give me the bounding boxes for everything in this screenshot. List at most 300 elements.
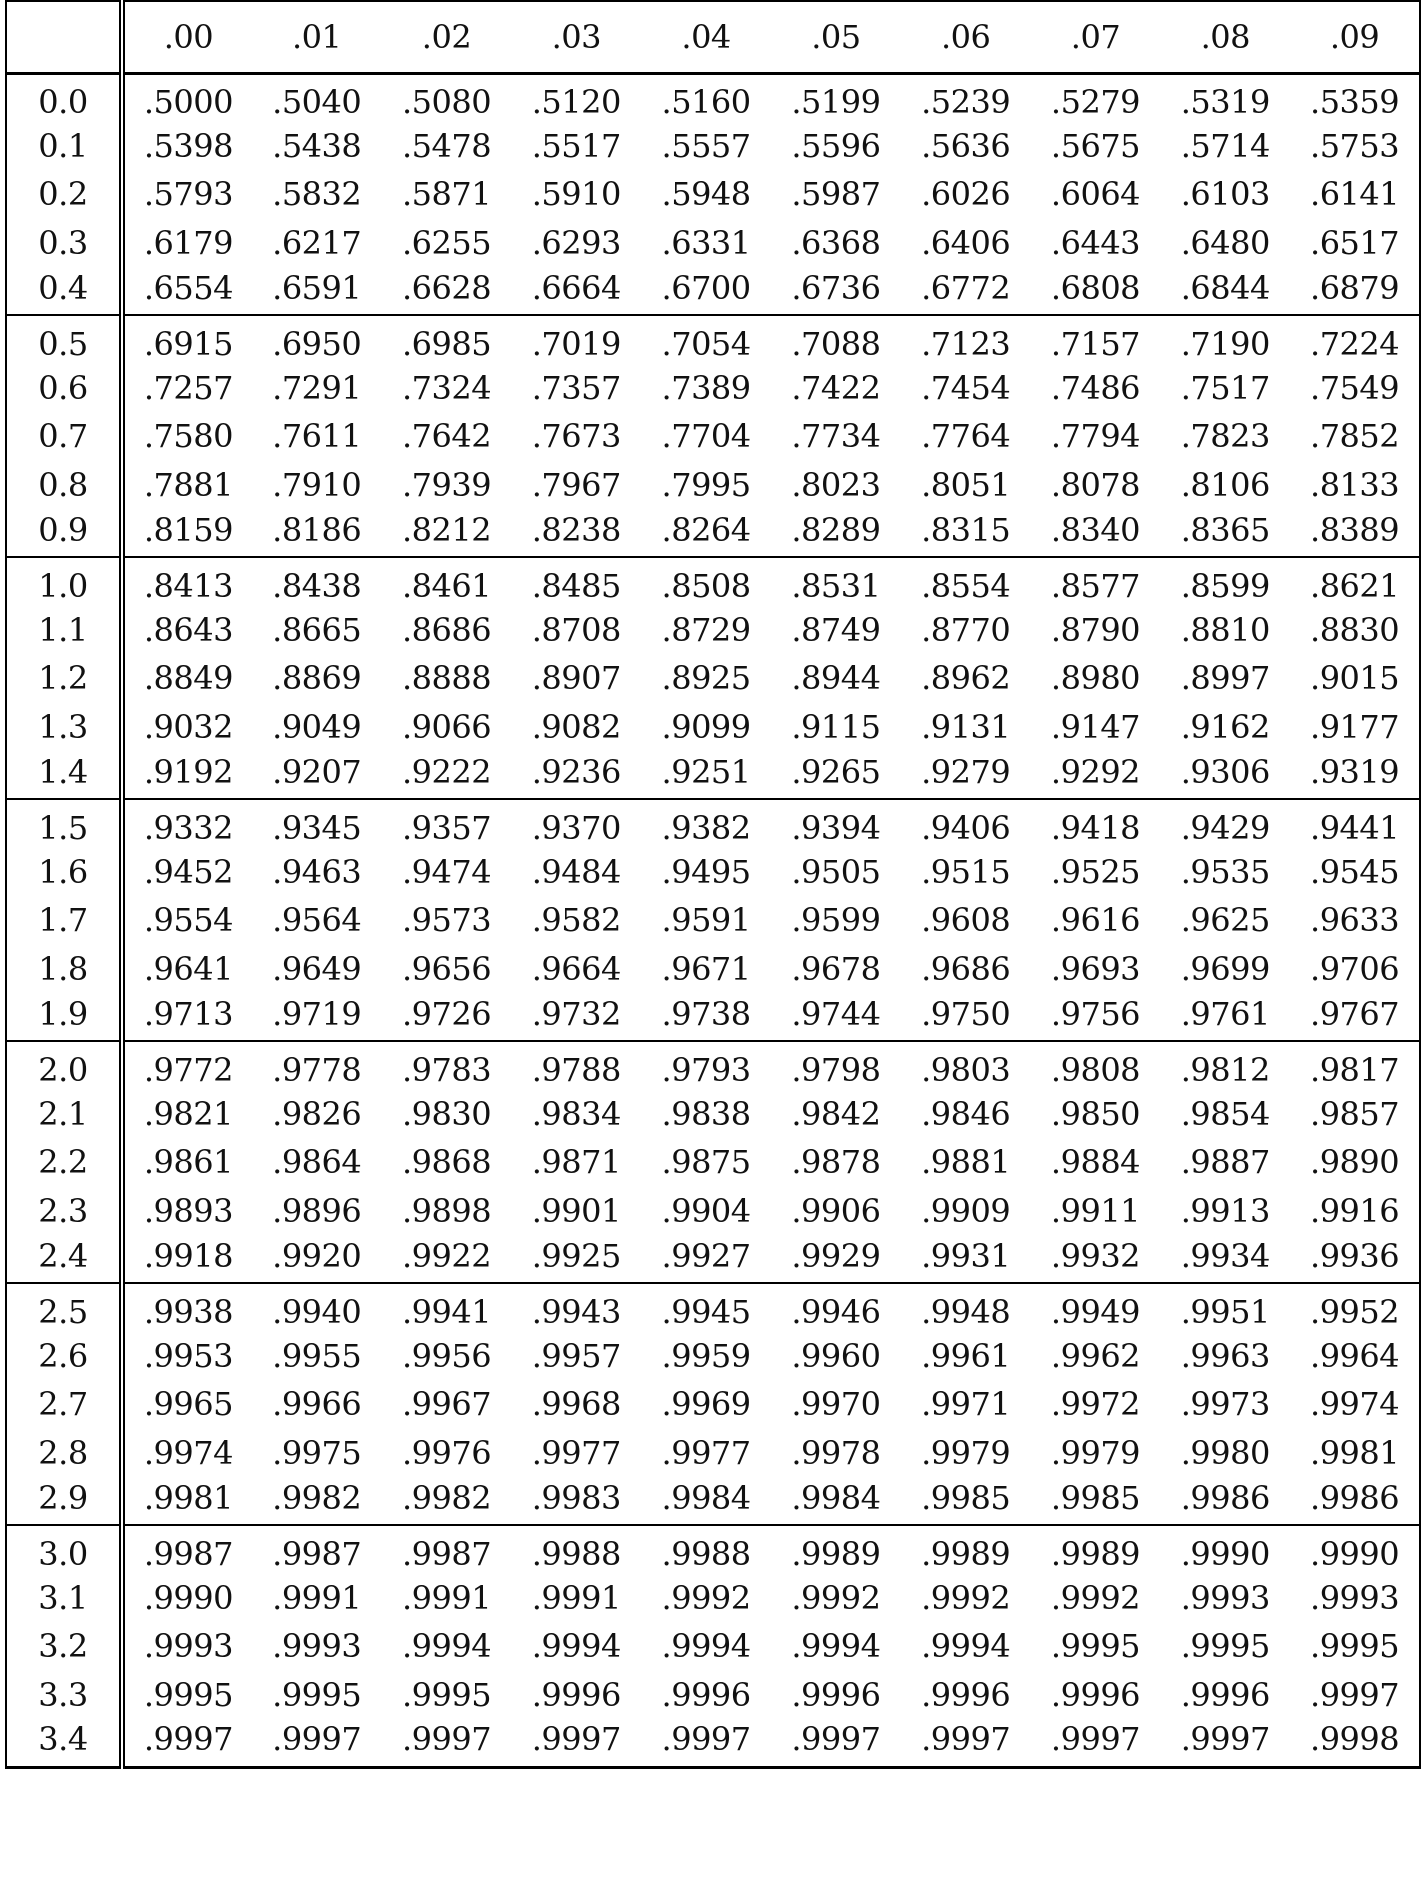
probability-cell: .9981: [143, 1478, 233, 1517]
z-value-cell: 1.7: [6, 896, 122, 944]
probability-cell: .7642: [401, 417, 492, 456]
probability-cell: .9987: [143, 1534, 233, 1573]
probability-cell: .5675: [1050, 127, 1141, 166]
probability-cell: .9678: [791, 949, 881, 988]
probability-cell: .6772: [921, 268, 1011, 307]
probability-cell: .7910: [272, 465, 362, 504]
probability-cell: .9969: [661, 1385, 751, 1424]
probability-cell: .9830: [401, 1094, 492, 1133]
table-row: [6, 1380, 1420, 1428]
probability-cell: .9495: [661, 852, 751, 891]
table-row: [6, 703, 1420, 751]
probability-cell: .9207: [272, 752, 362, 791]
probability-cell: .9382: [661, 809, 751, 848]
table-row: [6, 1622, 1420, 1670]
probability-cell: .6554: [143, 268, 233, 307]
probability-cell: .7939: [401, 465, 492, 504]
probability-cell: .9987: [401, 1534, 492, 1573]
probability-cell: .9972: [1050, 1385, 1141, 1424]
probability-cell: .8810: [1180, 610, 1270, 649]
probability-cell: .5871: [401, 175, 492, 214]
probability-cell: .6443: [1050, 223, 1141, 262]
probability-cell: .5000: [143, 83, 233, 122]
probability-cell: .9778: [272, 1051, 362, 1089]
probability-cell: .9945: [661, 1292, 751, 1331]
probability-cell: .9345: [272, 809, 362, 848]
probability-cell: .9871: [531, 1143, 621, 1182]
probability-cell: .9893: [143, 1191, 233, 1230]
probability-cell: .7995: [661, 465, 751, 504]
z-value-cell: 0.3: [6, 219, 122, 267]
z-value-cell: 2.2: [6, 1138, 122, 1186]
table-row: [6, 751, 1420, 799]
z-value-cell: 1.3: [6, 703, 122, 751]
probability-cell: .8577: [1050, 567, 1141, 606]
probability-cell: .9971: [921, 1385, 1011, 1424]
probability-cell: .9319: [1310, 752, 1400, 791]
probability-cell: .9878: [791, 1143, 881, 1182]
probability-cell: .5160: [661, 83, 751, 122]
z-value-cell: 1.5: [6, 799, 122, 847]
probability-cell: .9997: [1180, 1720, 1270, 1759]
probability-cell: .9032: [143, 707, 233, 746]
probability-cell: .9964: [1310, 1336, 1400, 1375]
probability-cell: .9850: [1050, 1094, 1141, 1133]
probability-cell: .9974: [1310, 1385, 1400, 1424]
probability-cell: .9706: [1310, 949, 1400, 988]
probability-cell: .9911: [1050, 1191, 1141, 1230]
table-row: [6, 993, 1420, 1041]
probability-cell: .7357: [531, 369, 621, 408]
probability-cell: .9901: [531, 1191, 621, 1230]
probability-cell: .9099: [661, 707, 751, 746]
probability-cell: .9918: [143, 1236, 233, 1275]
table-row: [6, 896, 1420, 944]
probability-cell: .5279: [1050, 83, 1141, 122]
probability-cell: .8869: [272, 659, 362, 698]
probability-cell: .8770: [921, 610, 1011, 649]
probability-cell: .9357: [401, 809, 492, 848]
probability-cell: .9236: [531, 752, 621, 791]
probability-cell: .9956: [401, 1336, 492, 1375]
probability-cell: .9981: [1310, 1433, 1400, 1472]
probability-cell: .9656: [401, 949, 492, 988]
probability-cell: .9279: [921, 752, 1011, 791]
probability-cell: .9984: [661, 1478, 751, 1517]
probability-cell: .5517: [531, 127, 621, 166]
probability-cell: .5987: [791, 175, 881, 214]
probability-cell: .8485: [531, 567, 621, 606]
probability-cell: .9943: [531, 1292, 621, 1331]
probability-cell: .8643: [143, 610, 233, 649]
probability-cell: .9974: [143, 1433, 233, 1472]
z-value-cell: 3.4: [6, 1719, 122, 1767]
probability-cell: .9985: [921, 1478, 1011, 1517]
probability-cell: .9961: [921, 1336, 1011, 1375]
probability-cell: .7611: [272, 417, 362, 456]
probability-cell: .6844: [1180, 268, 1270, 307]
probability-cell: .8508: [661, 567, 751, 606]
z-value-cell: 1.8: [6, 945, 122, 993]
probability-cell: .9990: [1180, 1534, 1270, 1573]
probability-cell: .9686: [921, 949, 1011, 988]
probability-cell: .9649: [272, 949, 362, 988]
probability-cell: .9975: [272, 1433, 362, 1472]
header-row: [6, 1, 1420, 74]
probability-cell: .9881: [921, 1143, 1011, 1182]
z-value-cell: 2.4: [6, 1235, 122, 1283]
probability-cell: .9989: [791, 1534, 881, 1573]
probability-cell: .9732: [531, 994, 621, 1033]
table-row: [6, 1186, 1420, 1234]
probability-cell: .9953: [143, 1336, 233, 1375]
probability-cell: .7517: [1180, 369, 1270, 408]
probability-cell: .9861: [143, 1143, 233, 1182]
probability-cell: .9906: [791, 1191, 881, 1230]
probability-cell: .9162: [1180, 707, 1270, 746]
table-header: [6, 1, 1420, 74]
probability-cell: .9699: [1180, 949, 1270, 988]
probability-cell: .6103: [1180, 175, 1270, 214]
probability-cell: .9222: [401, 752, 492, 791]
column-header: .08: [1160, 1, 1290, 74]
probability-cell: .6950: [272, 325, 362, 364]
probability-cell: .9995: [1050, 1627, 1141, 1666]
probability-cell: .7157: [1050, 325, 1141, 364]
probability-cell: .8365: [1180, 510, 1270, 549]
probability-cell: .5557: [661, 127, 751, 166]
probability-cell: .9842: [791, 1094, 881, 1133]
probability-cell: .5239: [921, 83, 1011, 122]
probability-cell: .9966: [272, 1385, 362, 1424]
probability-cell: .9463: [272, 852, 362, 891]
table-row: [6, 267, 1420, 315]
probability-cell: .9967: [401, 1385, 492, 1424]
probability-cell: .6179: [143, 223, 233, 262]
probability-cell: .8830: [1310, 610, 1400, 649]
probability-cell: .9719: [272, 994, 362, 1033]
probability-cell: .9884: [1050, 1143, 1141, 1182]
z-value-cell: 1.9: [6, 993, 122, 1041]
table-row: [6, 1090, 1420, 1138]
probability-cell: .5948: [661, 175, 751, 214]
probability-cell: .9441: [1310, 809, 1400, 848]
probability-cell: .9929: [791, 1236, 881, 1275]
probability-cell: .9977: [661, 1433, 751, 1472]
probability-cell: .9625: [1180, 901, 1270, 940]
column-header: .09: [1290, 1, 1420, 74]
probability-cell: .8665: [272, 610, 362, 649]
probability-cell: .9783: [401, 1051, 492, 1089]
probability-cell: .7389: [661, 369, 751, 408]
probability-cell: .7704: [661, 417, 751, 456]
z-value-cell: 2.7: [6, 1380, 122, 1428]
probability-cell: .9993: [1180, 1578, 1270, 1617]
probability-cell: .9922: [401, 1236, 492, 1275]
probability-cell: .8708: [531, 610, 621, 649]
probability-cell: .9452: [143, 852, 233, 891]
probability-cell: .9951: [1180, 1292, 1270, 1331]
probability-cell: .9265: [791, 752, 881, 791]
probability-cell: .9993: [272, 1627, 362, 1666]
table-row: [6, 412, 1420, 460]
probability-cell: .9940: [272, 1292, 362, 1331]
z-value-cell: 1.0: [6, 557, 122, 605]
z-value-cell: 0.9: [6, 509, 122, 557]
probability-cell: .9996: [921, 1675, 1011, 1714]
table-row: [6, 170, 1420, 218]
probability-cell: .9251: [661, 752, 751, 791]
probability-cell: .9599: [791, 901, 881, 940]
probability-cell: .9767: [1310, 994, 1400, 1033]
z-value-cell: 1.4: [6, 751, 122, 799]
probability-cell: .8264: [661, 510, 751, 549]
probability-cell: .9664: [531, 949, 621, 988]
probability-cell: .9985: [1050, 1478, 1141, 1517]
probability-cell: .9996: [791, 1675, 881, 1714]
probability-cell: .8729: [661, 610, 751, 649]
probability-cell: .5636: [921, 127, 1011, 166]
probability-cell: .9292: [1050, 752, 1141, 791]
probability-cell: .7054: [661, 325, 751, 364]
probability-cell: .9997: [531, 1720, 621, 1759]
probability-cell: .9996: [1180, 1675, 1270, 1714]
probability-cell: .9987: [272, 1534, 362, 1573]
probability-cell: .9994: [531, 1627, 621, 1666]
probability-cell: .8238: [531, 510, 621, 549]
probability-cell: .8980: [1050, 659, 1141, 698]
probability-cell: .9979: [921, 1433, 1011, 1472]
probability-cell: .8531: [791, 567, 881, 606]
probability-cell: .6331: [661, 223, 751, 262]
probability-cell: .9982: [272, 1478, 362, 1517]
probability-cell: .7549: [1310, 369, 1400, 408]
probability-cell: .9988: [661, 1534, 751, 1573]
probability-cell: .9750: [921, 994, 1011, 1033]
probability-cell: .9973: [1180, 1385, 1270, 1424]
probability-cell: .5793: [143, 175, 233, 214]
z-value-cell: 0.8: [6, 461, 122, 509]
probability-cell: .9633: [1310, 901, 1400, 940]
probability-cell: .9394: [791, 809, 881, 848]
table-row: [6, 799, 1420, 847]
probability-cell: .9996: [661, 1675, 751, 1714]
probability-cell: .9991: [531, 1578, 621, 1617]
column-header: .07: [1031, 1, 1161, 74]
probability-cell: .5910: [531, 175, 621, 214]
probability-cell: .9370: [531, 809, 621, 848]
probability-cell: .9744: [791, 994, 881, 1033]
probability-cell: .9890: [1310, 1143, 1400, 1182]
probability-cell: .7088: [791, 325, 881, 364]
probability-cell: .9916: [1310, 1191, 1400, 1230]
probability-cell: .9986: [1180, 1478, 1270, 1517]
probability-cell: .9927: [661, 1236, 751, 1275]
probability-cell: .7734: [791, 417, 881, 456]
probability-cell: .9994: [401, 1627, 492, 1666]
probability-cell: .5714: [1180, 127, 1270, 166]
probability-cell: .7852: [1310, 417, 1400, 456]
probability-cell: .9988: [531, 1534, 621, 1573]
table-row: [6, 1670, 1420, 1718]
table-row: [6, 315, 1420, 363]
probability-cell: .7486: [1050, 369, 1141, 408]
probability-cell: .9591: [661, 901, 751, 940]
probability-cell: .5596: [791, 127, 881, 166]
probability-cell: .9992: [661, 1578, 751, 1617]
probability-cell: .7190: [1180, 325, 1270, 364]
probability-cell: .9995: [401, 1675, 492, 1714]
probability-cell: .9965: [143, 1385, 233, 1424]
probability-cell: .7454: [921, 369, 1011, 408]
probability-cell: .5753: [1310, 127, 1400, 166]
probability-cell: .9993: [143, 1627, 233, 1666]
probability-cell: .9726: [401, 994, 492, 1033]
table-row: [6, 606, 1420, 654]
probability-cell: .9997: [1310, 1675, 1400, 1714]
probability-cell: .8907: [531, 659, 621, 698]
probability-cell: .9875: [661, 1143, 751, 1182]
probability-cell: .6915: [143, 325, 233, 364]
z-value-cell: 2.5: [6, 1283, 122, 1331]
probability-cell: .8997: [1180, 659, 1270, 698]
probability-cell: .7823: [1180, 417, 1270, 456]
table-row: [6, 364, 1420, 412]
table-body: [6, 74, 1420, 1768]
probability-cell: .6879: [1310, 268, 1400, 307]
probability-cell: .9997: [272, 1720, 362, 1759]
probability-cell: .8621: [1310, 567, 1400, 606]
probability-cell: .7580: [143, 417, 233, 456]
probability-cell: .9582: [531, 901, 621, 940]
probability-cell: .5832: [272, 175, 362, 214]
probability-cell: .9803: [921, 1051, 1011, 1089]
z-value-cell: 0.1: [6, 122, 122, 170]
probability-cell: .6406: [921, 223, 1011, 262]
probability-cell: .5398: [143, 127, 233, 166]
table-row: [6, 945, 1420, 993]
probability-cell: .9406: [921, 809, 1011, 848]
probability-cell: .5438: [272, 127, 362, 166]
probability-cell: .6217: [272, 223, 362, 262]
probability-cell: .9936: [1310, 1236, 1400, 1275]
probability-cell: .8849: [143, 659, 233, 698]
table-row: [6, 1525, 1420, 1573]
probability-cell: .9968: [531, 1385, 621, 1424]
column-header: .05: [771, 1, 901, 74]
probability-cell: .9817: [1310, 1051, 1400, 1089]
z-value-cell: 1.6: [6, 848, 122, 896]
probability-cell: .9864: [272, 1143, 362, 1182]
probability-cell: .9898: [401, 1191, 492, 1230]
z-value-cell: 0.4: [6, 267, 122, 315]
probability-cell: .9959: [661, 1336, 751, 1375]
probability-cell: .9545: [1310, 852, 1400, 891]
probability-cell: .9934: [1180, 1236, 1270, 1275]
probability-cell: .9535: [1180, 852, 1270, 891]
probability-cell: .9995: [272, 1675, 362, 1714]
column-header: .00: [122, 1, 252, 74]
probability-cell: .6736: [791, 268, 881, 307]
z-value-cell: 3.1: [6, 1574, 122, 1622]
probability-cell: .6480: [1180, 223, 1270, 262]
probability-cell: .9957: [531, 1336, 621, 1375]
probability-cell: .9946: [791, 1292, 881, 1331]
probability-cell: .7291: [272, 369, 362, 408]
probability-cell: .9608: [921, 901, 1011, 940]
probability-cell: .9082: [531, 707, 621, 746]
probability-cell: .9808: [1050, 1051, 1141, 1089]
probability-cell: .9994: [921, 1627, 1011, 1666]
probability-cell: .9997: [921, 1720, 1011, 1759]
probability-cell: .9993: [1310, 1578, 1400, 1617]
probability-cell: .9793: [661, 1051, 751, 1089]
probability-cell: .9788: [531, 1051, 621, 1089]
z-value-cell: 2.9: [6, 1477, 122, 1525]
probability-cell: .8289: [791, 510, 881, 549]
probability-cell: .7764: [921, 417, 1011, 456]
z-value-cell: 1.2: [6, 654, 122, 702]
z-value-cell: 0.0: [6, 74, 122, 122]
z-value-cell: 2.3: [6, 1186, 122, 1234]
probability-cell: .8962: [921, 659, 1011, 698]
probability-cell: .9332: [143, 809, 233, 848]
probability-cell: .9983: [531, 1478, 621, 1517]
probability-cell: .9761: [1180, 994, 1270, 1033]
probability-cell: .9990: [1310, 1534, 1400, 1573]
probability-cell: .9986: [1310, 1478, 1400, 1517]
probability-cell: .9931: [921, 1236, 1011, 1275]
probability-cell: .9980: [1180, 1433, 1270, 1472]
probability-cell: .9941: [401, 1292, 492, 1331]
z-value-cell: 1.1: [6, 606, 122, 654]
probability-cell: .7422: [791, 369, 881, 408]
probability-cell: .9474: [401, 852, 492, 891]
probability-cell: .5040: [272, 83, 362, 122]
probability-cell: .9904: [661, 1191, 751, 1230]
probability-cell: .9738: [661, 994, 751, 1033]
probability-cell: .9991: [272, 1578, 362, 1617]
probability-cell: .9949: [1050, 1292, 1141, 1331]
table-row: [6, 557, 1420, 605]
probability-cell: .9868: [401, 1143, 492, 1182]
table-row: [6, 1041, 1420, 1089]
probability-cell: .8925: [661, 659, 751, 698]
probability-cell: .6808: [1050, 268, 1141, 307]
probability-cell: .6141: [1310, 175, 1400, 214]
probability-cell: .9846: [921, 1094, 1011, 1133]
probability-cell: .8078: [1050, 465, 1141, 504]
probability-cell: .6628: [401, 268, 492, 307]
normal-distribution-table: [5, 0, 1421, 1769]
probability-cell: .6517: [1310, 223, 1400, 262]
probability-cell: .9996: [531, 1675, 621, 1714]
table-row: [6, 74, 1420, 122]
probability-cell: .9671: [661, 949, 751, 988]
probability-cell: .9834: [531, 1094, 621, 1133]
probability-cell: .5359: [1310, 83, 1400, 122]
table-row: [6, 1332, 1420, 1380]
probability-cell: .9994: [661, 1627, 751, 1666]
probability-cell: .9996: [1050, 1675, 1141, 1714]
probability-cell: .5319: [1180, 83, 1270, 122]
probability-cell: .9693: [1050, 949, 1141, 988]
probability-cell: .9896: [272, 1191, 362, 1230]
probability-cell: .7324: [401, 369, 492, 408]
probability-cell: .9066: [401, 707, 492, 746]
probability-cell: .8159: [143, 510, 233, 549]
z-value-cell: 2.0: [6, 1041, 122, 1089]
